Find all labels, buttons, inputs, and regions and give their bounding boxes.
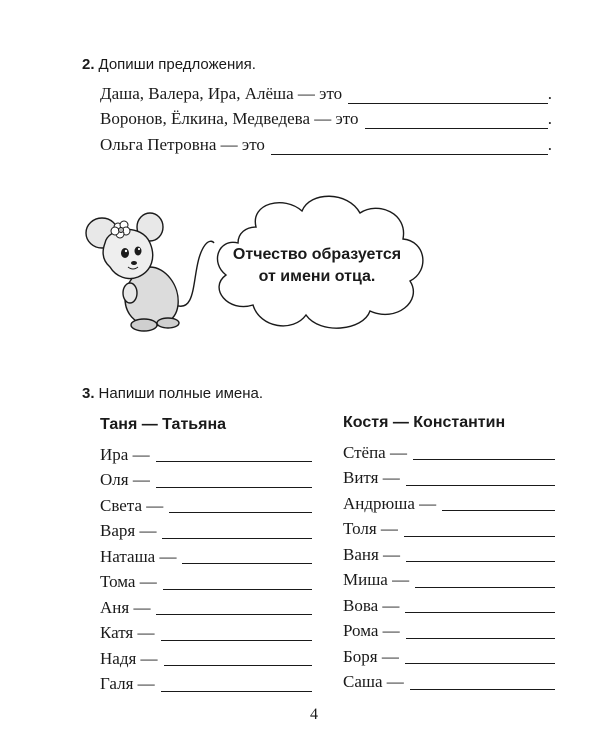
- name-row: [100, 468, 312, 494]
- left-name-list: [100, 442, 312, 697]
- task-3-title: Напиши полные имена.: [98, 385, 264, 402]
- sentence-2-period: .: [547, 109, 552, 128]
- short-name: Андрюша —: [343, 493, 437, 513]
- name-row: [100, 544, 312, 570]
- tip-line-2: от имени отца.: [258, 268, 376, 285]
- name-row: [343, 517, 555, 543]
- answer-line[interactable]: [182, 549, 312, 564]
- answer-line[interactable]: [404, 522, 555, 537]
- task-3-number: 3.: [82, 385, 95, 402]
- name-row: [343, 466, 555, 492]
- name-row: [100, 672, 312, 698]
- name-row: [100, 570, 312, 596]
- sentence-3-period: .: [547, 135, 552, 154]
- answer-line[interactable]: [406, 624, 555, 639]
- name-row: [343, 568, 555, 594]
- short-name: Вова —: [343, 595, 400, 615]
- sentence-3-text: Ольга Петровна — это: [100, 135, 265, 154]
- short-name: Толя —: [343, 519, 398, 539]
- name-row: [343, 644, 555, 670]
- task-2-heading: [82, 56, 256, 74]
- left-example: Таня — Татьяна: [100, 416, 227, 433]
- answer-line[interactable]: [161, 677, 312, 692]
- sentence-2-text: Воронов, Ёлкина, Медведева — это: [100, 109, 359, 128]
- short-name: Саша —: [343, 672, 404, 692]
- sentence-row-1: [100, 84, 552, 104]
- name-row: [100, 621, 312, 647]
- answer-line[interactable]: [405, 598, 555, 613]
- short-name: Катя —: [100, 623, 155, 643]
- answer-line[interactable]: [156, 473, 312, 488]
- answer-line[interactable]: [164, 651, 312, 666]
- answer-line[interactable]: [410, 675, 555, 690]
- answer-line[interactable]: [442, 496, 555, 511]
- answer-line-1[interactable]: [348, 87, 548, 104]
- answer-line[interactable]: [415, 573, 555, 588]
- answer-line[interactable]: [161, 626, 313, 641]
- answer-line[interactable]: [162, 524, 312, 539]
- name-row: [343, 593, 555, 619]
- short-name: Тома —: [100, 572, 157, 592]
- short-name: Галя —: [100, 674, 155, 694]
- right-example: Костя — Константин: [343, 414, 506, 431]
- task-3-heading: [82, 385, 263, 403]
- answer-line[interactable]: [156, 600, 312, 615]
- name-row: [100, 595, 312, 621]
- answer-line[interactable]: [163, 575, 312, 590]
- answer-line[interactable]: [169, 498, 312, 513]
- name-row: [100, 646, 312, 672]
- task-2-number: 2.: [82, 56, 95, 73]
- page-number: 4: [310, 706, 318, 723]
- name-row: [343, 619, 555, 645]
- sentence-row-3: [100, 135, 552, 155]
- name-row: [343, 491, 555, 517]
- right-name-list: [343, 440, 555, 695]
- short-name: Витя —: [343, 468, 400, 488]
- short-name: Рома —: [343, 621, 400, 641]
- answer-line-2[interactable]: [365, 112, 548, 129]
- answer-line[interactable]: [405, 649, 555, 664]
- short-name: Боря —: [343, 646, 399, 666]
- short-name: Ваня —: [343, 544, 401, 564]
- name-row: [100, 493, 312, 519]
- short-name: Стёпа —: [343, 442, 407, 462]
- tip-line-1: Отчество образуется: [232, 246, 402, 263]
- name-row: [343, 670, 555, 696]
- sentence-1-period: .: [547, 84, 552, 103]
- answer-line[interactable]: [413, 445, 555, 460]
- task-2-title: Допиши предложения.: [98, 56, 256, 73]
- short-name: Света —: [100, 495, 164, 515]
- name-row: [100, 519, 312, 545]
- sentence-1-text: Даша, Валера, Ира, Алёша — это: [100, 84, 343, 103]
- short-name: Аня —: [100, 597, 151, 617]
- short-name: Наташа —: [100, 546, 177, 566]
- answer-line[interactable]: [156, 447, 312, 462]
- answer-line[interactable]: [406, 471, 555, 486]
- answer-line[interactable]: [406, 547, 555, 562]
- short-name: Варя —: [100, 521, 157, 541]
- name-row: [343, 542, 555, 568]
- name-row: [100, 442, 312, 468]
- tip-text: [217, 244, 417, 288]
- answer-line-3[interactable]: [271, 138, 548, 155]
- sentence-row-2: [100, 109, 552, 129]
- name-row: [343, 440, 555, 466]
- short-name: Надя —: [100, 648, 158, 668]
- short-name: Ира —: [100, 444, 150, 464]
- short-name: Миша —: [343, 570, 410, 590]
- short-name: Оля —: [100, 470, 150, 490]
